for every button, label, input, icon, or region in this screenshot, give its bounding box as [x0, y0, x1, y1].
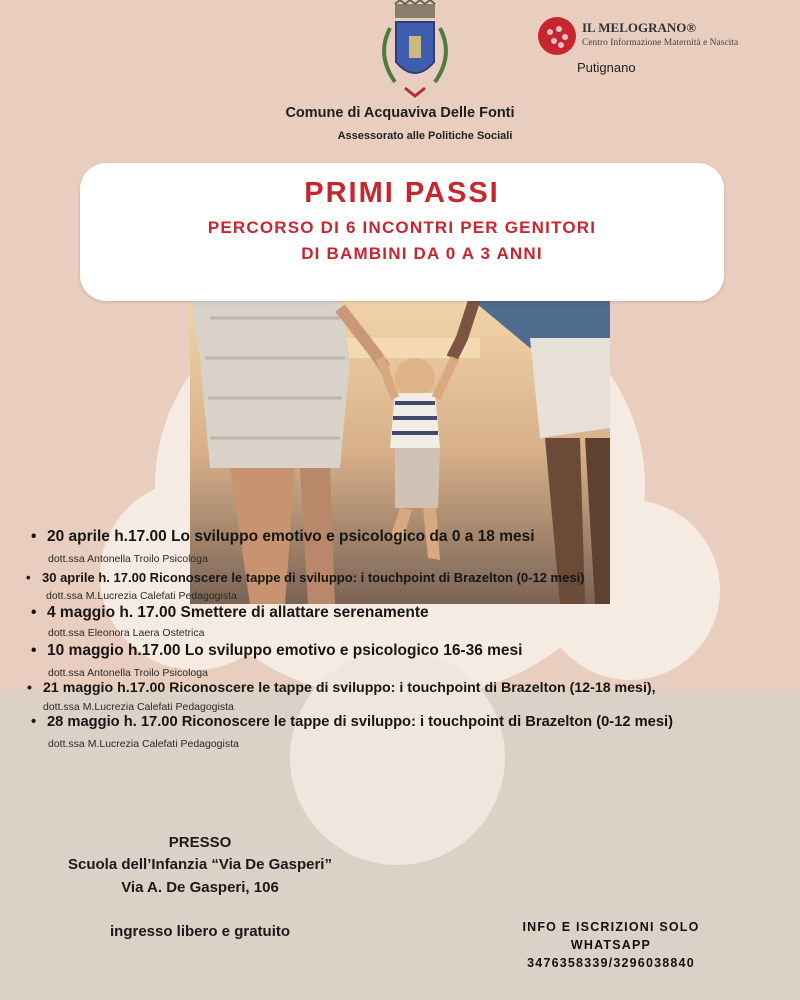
- info-line2: WHATSAPP: [570, 938, 652, 952]
- event-subtitle-line2: DI BAMBINI DA 0 A 3 ANNI: [301, 244, 543, 263]
- schedule-item: [0, 642, 800, 680]
- schedule-item-text: • 30 aprile h. 17.00 Riconoscere le tappe di sviluppo: i touchpoint di Brazelton (0-12 mesi): [42, 570, 585, 585]
- logo-title: IL MELOGRANO®: [582, 20, 697, 35]
- schedule-item-text: • 4 maggio h. 17.00 Smettere di allattare serenamente: [47, 604, 429, 622]
- schedule-item-speaker: dott.ssa M.Lucrezia Calefati Pedagogista: [48, 738, 239, 750]
- event-subtitle-line1: PERCORSO DI 6 INCONTRI PER GENITORI: [207, 218, 597, 237]
- schedule-item: [0, 680, 800, 718]
- pomegranate-icon: [535, 14, 579, 58]
- schedule-item: [0, 714, 800, 756]
- logo-subtitle: Centro Informazione Maternità e Nascita: [582, 38, 739, 48]
- schedule-item: [0, 566, 800, 604]
- schedule-item-speaker: dott.ssa Antonella Troilo Psicologa: [48, 553, 208, 565]
- il-melograno-logo: [535, 14, 755, 58]
- schedule-item-speaker: dott.ssa M.Lucrezia Calefati Pedagogista: [43, 701, 234, 713]
- schedule-list: [0, 528, 800, 756]
- schedule-item-speaker: dott.ssa Antonella Troilo Psicologa: [48, 667, 208, 679]
- venue-label: PRESSO: [168, 834, 232, 851]
- event-title: PRIMI PASSI: [304, 177, 500, 209]
- schedule-item: [0, 528, 800, 566]
- schedule-item-speaker: dott.ssa Eleonora Laera Ostetrica: [48, 627, 205, 639]
- schedule-item-text: • 10 maggio h.17.00 Lo sviluppo emotivo e psicologico 16-36 mesi: [47, 642, 522, 660]
- schedule-item-text: • 20 aprile h.17.00 Lo sviluppo emotivo e psicologico da 0 a 18 mesi: [47, 528, 535, 546]
- logo-city: Putignano: [577, 60, 636, 75]
- schedule-item-speaker: dott.ssa M.Lucrezia Calefati Pedagogista: [46, 590, 237, 602]
- venue-address: Via A. De Gasperi, 106: [121, 879, 279, 896]
- assessorato-name: Assessorato alle Politiche Sociali: [337, 130, 513, 142]
- entry-note: ingresso libero e gratuito: [109, 923, 291, 940]
- schedule-item-text: • 28 maggio h. 17.00 Riconoscere le tappe di sviluppo: i touchpoint di Brazelton (0-12 mesi): [47, 714, 673, 730]
- schedule-item-text: • 21 maggio h.17.00 Riconoscere le tappe di sviluppo: i touchpoint di Brazelton (12-18 mesi),: [43, 680, 656, 696]
- venue-name: Scuola dell’Infanzia “Via De Gasperi”: [68, 856, 332, 873]
- info-phones: 3476358339/3296038840: [527, 956, 695, 970]
- municipal-crest-emblem: [370, 0, 460, 108]
- schedule-item: [0, 604, 800, 642]
- info-block: [498, 918, 724, 972]
- info-line1: INFO E ISCRIZIONI SOLO: [522, 920, 700, 934]
- title-card: [80, 163, 724, 301]
- comune-name: Comune di Acquaviva Delle Fonti: [285, 105, 515, 121]
